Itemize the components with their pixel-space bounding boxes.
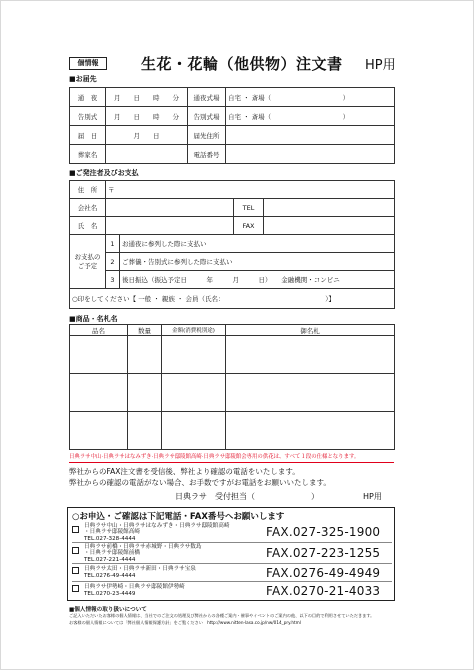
delivery-type-label: 告別式場 (188, 107, 226, 126)
name-tag-cell[interactable] (226, 336, 395, 374)
table-row (70, 253, 395, 271)
checkbox[interactable] (72, 526, 79, 533)
delivery-type-label: 届先住所 (188, 126, 226, 145)
item-name-cell[interactable] (70, 374, 128, 412)
table-row (70, 217, 395, 235)
fax-number: FAX.027-223-1255 (266, 546, 381, 560)
delivery-type-label: 電話番号 (188, 145, 226, 164)
table-header-row (70, 325, 395, 336)
delivery-date-field[interactable]: 月 日 (106, 126, 188, 145)
branch-names (84, 584, 185, 598)
branch-line: 日典ラサ伊勢崎・日典ラサ邸陵館伊勢崎 (84, 584, 185, 590)
option-number: 3 (106, 271, 120, 289)
branch-line: ・日典ラサ邸陵館高崎 (84, 529, 140, 536)
table-row (70, 374, 395, 412)
privacy-policy-link[interactable]: お客様の個人情報については「弊社個人情報保護方針」をご覧ください http://www.nitten-lasa.co.jp/nw/014_pry.html (69, 620, 301, 625)
delivery-type-label: 通夜式場 (188, 88, 226, 107)
table-row (70, 235, 395, 253)
contact-row (72, 583, 392, 600)
table-row (70, 181, 395, 199)
branch-line: 日典ラサ太田・日典ラサ新田・日典ラサ宝泉 (84, 566, 196, 572)
contact-row (72, 523, 392, 543)
items-section-heading: ■商品・名札名 (69, 315, 118, 323)
delivery-label: 届 日 (70, 126, 106, 145)
fax-field[interactable] (264, 217, 395, 235)
receiver-line: 日典ラサ 受付担当（ ） HP用 (175, 492, 382, 501)
confirmation-note: 弊社からのFAX注文書を受信後、弊社より確認の電話をいたします。 (69, 467, 300, 476)
quantity-cell[interactable] (128, 412, 162, 450)
table-row (70, 412, 395, 450)
delivery-place-field[interactable]: 自宅 ・ 斎場（ ） (226, 88, 395, 107)
branch-names (84, 523, 229, 542)
contact-row (72, 544, 392, 564)
table-row (70, 336, 395, 374)
column-header: 御名札 (226, 325, 395, 336)
payment-label: お支払の ご予定 (70, 235, 106, 289)
table-row (70, 145, 395, 164)
single-tier-notice: 日典ラサ中山·日典ラサはなみずき·日典ラサ邸陵館高崎·日典ラサ邸陵館会専用の供花は、すべて１段の仕様となります。 (69, 453, 394, 463)
delivery-place-field[interactable]: 自宅 ・ 斎場（ ） (226, 107, 395, 126)
delivery-address-field[interactable] (226, 126, 395, 145)
payment-option[interactable]: ご葬儀・告別式に参列した際に支払い (120, 253, 395, 271)
tel-number: TEL.0276-49-4444 (84, 572, 136, 579)
table-row (70, 126, 395, 145)
item-name-cell[interactable] (70, 336, 128, 374)
tel-number: TEL.027-221-4444 (84, 556, 136, 563)
branch-names (84, 566, 196, 580)
branch-line: 日典ラサ前橋・日典ラサ赤城野・日典ラサ数島 (84, 544, 202, 550)
delivery-label: 葬家名 (70, 145, 106, 164)
table-row (70, 199, 395, 217)
call-request-note: 弊社からの確認の電話がない場合、お手数ですがお電話をお願いいたします。 (69, 478, 331, 487)
tel-field[interactable] (264, 199, 395, 217)
name-field[interactable] (106, 217, 234, 235)
delivery-date-field[interactable]: 月 日 時 分 (106, 88, 188, 107)
company-label: 会社名 (70, 199, 106, 217)
price-cell[interactable] (162, 412, 226, 450)
privacy-text: ご記入いただいたお客様の個人情報は、当社でのご注文の処理及び弊社からの各種ご案内・催事やイベントのご案内の他、以下の目的で利用させていただきます。 (69, 613, 375, 618)
option-number: 2 (106, 253, 120, 271)
column-header: 品名 (70, 325, 128, 336)
checkbox[interactable] (72, 547, 79, 554)
address-field[interactable]: 〒 (106, 181, 395, 199)
orderer-section-heading: ■ご発注者及びお支払 (69, 169, 139, 177)
fax-number: FAX.027-325-1900 (266, 525, 381, 539)
contact-title: ○お申込・ご確認は下記電話・FAX番号へお願いします (72, 512, 285, 522)
checkbox[interactable] (72, 585, 79, 592)
table-row (70, 289, 395, 309)
delivery-section-heading: ■お届先 (69, 75, 97, 83)
address-label: 住 所 (70, 181, 106, 199)
company-field[interactable] (106, 199, 234, 217)
table-row (70, 271, 395, 289)
tel-label: TEL (234, 199, 264, 217)
branch-line: ・日典ラサ邸陵館前橋 (84, 550, 140, 557)
delivery-label: 告別式 (70, 107, 106, 126)
fax-label: FAX (234, 217, 264, 235)
delivery-table (69, 87, 395, 164)
attendee-type-selector[interactable]: ○印をしてください【 一般 ・ 親族 ・ 会員（氏名： ）】 (70, 289, 395, 309)
form-badge: 個情報 (69, 57, 107, 70)
checkbox[interactable] (72, 567, 79, 574)
delivery-label: 通 夜 (70, 88, 106, 107)
branch-names (84, 544, 201, 563)
column-header: 金額(消費税別途) (162, 325, 226, 336)
branch-line: 日典ラサ中山・日典ラサはなみずき・日典ラサ邸陵館高崎 (84, 523, 230, 529)
table-row (70, 107, 395, 126)
hp-tag: HP用 (365, 58, 396, 73)
name-label: 氏 名 (70, 217, 106, 235)
name-tag-cell[interactable] (226, 412, 395, 450)
item-name-cell[interactable] (70, 412, 128, 450)
price-cell[interactable] (162, 374, 226, 412)
table-row (70, 88, 395, 107)
contact-box (67, 507, 395, 601)
tel-number: TEL.027-328-4444 (84, 535, 136, 542)
phone-field[interactable] (226, 145, 395, 164)
quantity-cell[interactable] (128, 374, 162, 412)
delivery-date-field[interactable]: 月 日 時 分 (106, 107, 188, 126)
quantity-cell[interactable] (128, 336, 162, 374)
page-title: 生花・花輪（他供物）注文書 (141, 55, 343, 73)
option-number: 1 (106, 235, 120, 253)
price-cell[interactable] (162, 336, 226, 374)
tel-number: TEL.0270-23-4449 (84, 590, 136, 597)
payment-option[interactable]: 後日振込（振込予定日 年 月 日） 金融機関・コンビニ (120, 271, 395, 289)
orderer-table (69, 180, 395, 309)
privacy-heading: ■個人情報の取り扱いについて (69, 607, 147, 613)
name-tag-cell[interactable] (226, 374, 395, 412)
items-table (69, 324, 395, 450)
fax-number: FAX.0270-21-4033 (266, 584, 381, 598)
column-header: 数量 (128, 325, 162, 336)
family-name-field[interactable] (106, 145, 188, 164)
payment-option[interactable]: お通夜に参列した際に支払い (120, 235, 395, 253)
contact-row (72, 565, 392, 582)
fax-number: FAX.0276-49-4949 (266, 566, 381, 580)
